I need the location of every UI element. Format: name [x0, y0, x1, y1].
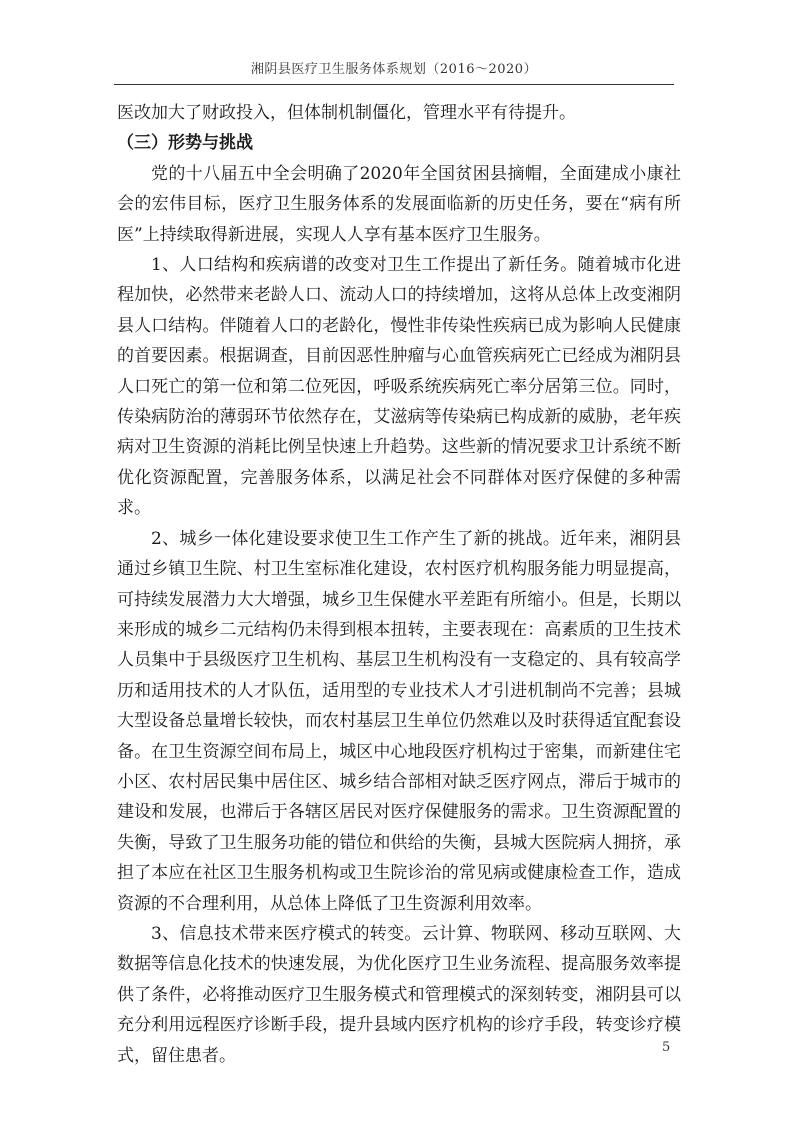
header-divider	[114, 84, 674, 85]
paragraph-urban-rural: 2、城乡一体化建设要求使卫生工作产生了新的挑战。近年来，湘阴县通过乡镇卫生院、村卫生室标准化建设，农村医疗机构服务能力明显提高，可持续发展潜力大大增强，城乡卫生保健水平差距有所缩小。但是，长期以来形成的城乡二元结构仍未得到根本扭转，主要表现在：高素质的卫生技术人员集中于县级医疗卫生机构、基层卫生机构没有一支稳定的、具有较高学历和适用技术的人才队伍，适用型的专业技术人才引进机制尚不完善；县城大型设备总量增长较快，而农村基层卫生单位仍然难以及时获得适宜配套设备。在卫生资源空间布局上，城区中心地段医疗机构过于密集，而新建住宅小区、农村居民集中居住区、城乡结合部相对缺乏医疗网点，滞后于城市的建设和发展，也滞后于各辖区居民对医疗保健服务的需求。卫生资源配置的失衡，导致了卫生服务功能的错位和供给的失衡，县城大医院病人拥挤，承担了本应在社区卫生服务机构或卫生院诊治的常见病或健康检查工作，造成资源的不合理利用，从总体上降低了卫生资源利用效率。	[117, 528, 681, 914]
page-number: 5	[662, 1040, 671, 1055]
document-body	[117, 98, 681, 1071]
section-heading: （三）形势与挑战	[117, 133, 253, 154]
intro-line: 医改加大了财政投入，但体制机制僵化，管理水平有待提升。	[117, 103, 576, 123]
page-header: 湘阴县医疗卫生服务体系规划（2016～2020）	[250, 62, 538, 77]
paragraph-context: 党的十八届五中全会明确了2020年全国贫困县摘帽，全面建成小康社会的宏伟目标，医疗卫生服务体系的发展面临新的历史任务，要在“病有所医”上持续取得新进展，实现人人享有基本医疗卫生服务。	[117, 163, 681, 245]
paragraph-population-structure: 1、人口结构和疾病谱的改变对卫生工作提出了新任务。随着城市化进程加快，必然带来老龄人口、流动人口的持续增加，这将从总体上改变湘阴县人口结构。伴随着人口的老龄化，慢性非传染性疾病已成为影响人民健康的首要因素。根据调查，目前因恶性肿瘤与心血管疾病死亡已经成为湘阴县人口死亡的第一位和第二位死因，呼吸系统疾病死亡率分居第三位。同时，传染病防治的薄弱环节依然存在，艾滋病等传染病已构成新的威胁，老年疾病对卫生资源的消耗比例呈快速上升趋势。这些新的情况要求卫计系统不断优化资源配置，完善服务体系，以满足社会不同群体对医疗保健的多种需求。	[117, 255, 681, 519]
paragraph-information-technology: 3、信息技术带来医疗模式的转变。云计算、物联网、移动互联网、大数据等信息化技术的快速发展，为优化医疗卫生业务流程、提高服务效率提供了条件，必将推动医疗卫生服务模式和管理模式的深刻转变，湘阴县可以充分利用远程医疗诊断手段，提升县域内医疗机构的诊疗手段，转变诊疗模式，留住患者。	[117, 923, 681, 1066]
